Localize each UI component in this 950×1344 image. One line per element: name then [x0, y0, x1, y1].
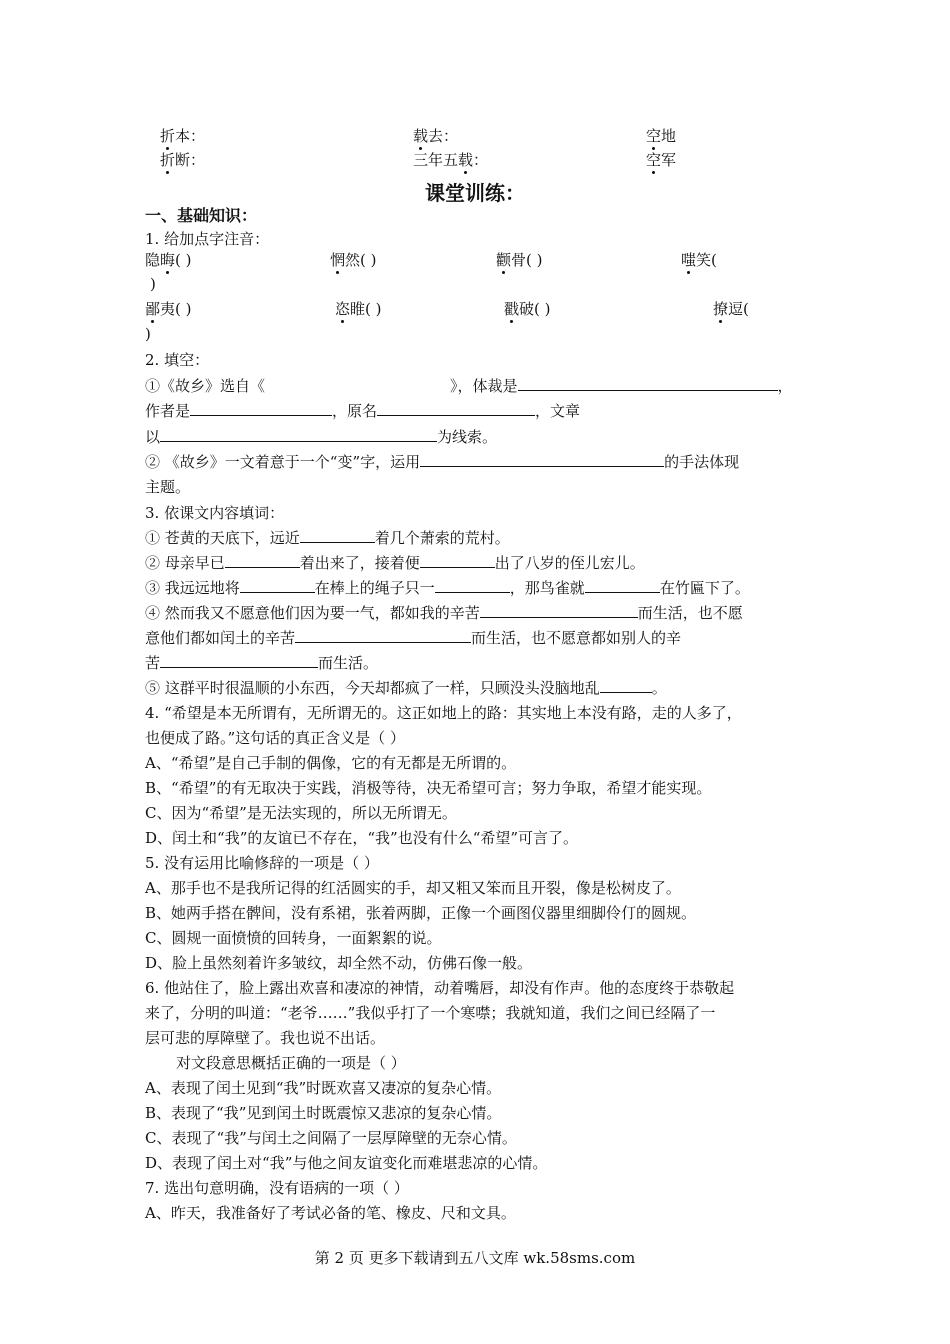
q3-stem: 3. 依课文内容填词： [145, 504, 285, 522]
q6-option-b: B、表现了“我”见到闰土时既震惊又悲凉的复杂心情。 [145, 1104, 502, 1122]
vocab-item: 空军 [646, 151, 677, 169]
pinyin-item: 嗤笑( [681, 251, 717, 269]
pinyin-item: 鄙夷( ) [145, 300, 192, 318]
vocab-item: 载去： [413, 127, 459, 145]
q4-line: 4. “希望是本无所谓有，无所谓无的。这正如地上的路：其实地上本没有路，走的人多了， [145, 704, 742, 722]
q5-option-c: C、圆规一面愤愤的回转身，一面絮絮的说。 [145, 929, 442, 947]
vocab-item: 空地 [646, 127, 677, 145]
q6-stem: 对文段意思概括正确的一项是（ ） [176, 1054, 406, 1072]
pinyin-item: 惘然( ) [330, 251, 377, 269]
q5-option-a: A、那手也不是我所记得的红活圆实的手，却又粗又笨而且开裂，像是松树皮了。 [145, 879, 681, 897]
q5-option-b: B、她两手搭在髀间，没有系裙，张着两脚，正像一个画图仪器里细脚伶仃的圆规。 [145, 904, 697, 922]
q4-option-b: B、“希望”的有无取决于实践，消极等待，决无希望可言；努力争取，希望才能实现。 [145, 779, 712, 797]
section-heading: 一、基础知识： [145, 206, 258, 225]
q3-line: ① 苍黄的天底下，远近 着几个萧索的荒村。 [145, 529, 510, 547]
q7-option-a: A、昨天，我准备好了考试必备的笔、橡皮、尺和文具。 [145, 1204, 516, 1222]
q3-line: 意他们都如闰土的辛苦 而生活，也不愿意都如别人的辛 [145, 629, 682, 647]
vocab-item: 三年五载： [413, 151, 489, 169]
q6-option-c: C、表现了“我”与闰土之间隔了一层厚障壁的无奈心情。 [145, 1129, 517, 1147]
vocab-item: 折本： [160, 127, 206, 145]
q5-stem: 5. 没有运用比喻修辞的一项是（ ） [145, 854, 379, 872]
q4-option-c: C、因为“希望”是无法实现的，所以无所谓无。 [145, 804, 457, 822]
q2-stem: 2. 填空： [145, 351, 210, 369]
q2-line: 作者是 ，原名 ，文章 [145, 402, 581, 420]
page-footer: 第 2 页 更多下载请到五八文库 wk.58sms.com [314, 1249, 636, 1267]
q6-line: 6. 他站住了，脸上露出欢喜和凄凉的神情，动着嘴唇，却没有作声。他的态度终于恭敬起 [145, 979, 735, 997]
q6-option-d: D、表现了闰土对“我”与他之间友谊变化而难堪悲凉的心情。 [145, 1154, 548, 1172]
q2-line: ①《故乡》选自《 》，体裁是 ， [145, 377, 793, 395]
q4-option-d: D、闰土和“我”的友谊已不存在，“我”也没有什么“希望”可言了。 [145, 829, 579, 847]
pinyin-close: ) [150, 275, 156, 293]
pinyin-item: 戳破( ) [504, 300, 551, 318]
pinyin-item: 颧骨( ) [496, 251, 543, 269]
q7-stem: 7. 选出句意明确，没有语病的一项（ ） [145, 1179, 409, 1197]
pinyin-item: 撩逗( [713, 300, 749, 318]
pinyin-item: 恣睢( ) [335, 300, 382, 318]
q6-option-a: A、表现了闰土见到“我”时既欢喜又凄凉的复杂心情。 [145, 1079, 502, 1097]
page-title: 课堂训练： [425, 181, 525, 205]
q4-option-a: A、“希望”是自己手制的偶像，它的有无都是无所谓的。 [145, 754, 517, 772]
q4-line: 也便成了路。”这句话的真正含义是（ ） [145, 729, 405, 747]
q3-line: ⑤ 这群平时很温顺的小东西，今天却都疯了一样，只顾没头没脑地乱 。 [145, 679, 667, 697]
vocab-item: 折断： [160, 151, 206, 169]
q3-line: 苦 而生活。 [145, 654, 379, 672]
q3-line: ② 母亲早已 着出来了，接着便 出了八岁的侄儿宏儿。 [145, 554, 645, 572]
q2-line: 主题。 [145, 478, 191, 496]
q3-line: ④ 然而我又不愿意他们因为要一气，都如我的辛苦 而生活，也不愿 [145, 604, 743, 622]
q2-line: 以 为线索。 [145, 428, 498, 446]
q6-line: 层可悲的厚障壁了。我也说不出话。 [145, 1029, 386, 1047]
q2-line: ② 《故乡》一文着意于一个“变”字，运用 的手法体现 [145, 453, 740, 471]
q6-line: 来了，分明的叫道：“老爷……”我似乎打了一个寒噤；我就知道，我们之间已经隔了一 [145, 1004, 716, 1022]
q5-option-d: D、脸上虽然刻着许多皱纹，却全然不动，仿佛石像一般。 [145, 954, 533, 972]
q1-stem: 1. 给加点字注音： [145, 230, 270, 248]
q3-line: ③ 我远远地将 在棒上的绳子只一 ，那鸟雀就 在竹匾下了。 [145, 579, 750, 597]
pinyin-item: 隐晦( ) [145, 251, 192, 269]
pinyin-close: ) [145, 325, 151, 343]
